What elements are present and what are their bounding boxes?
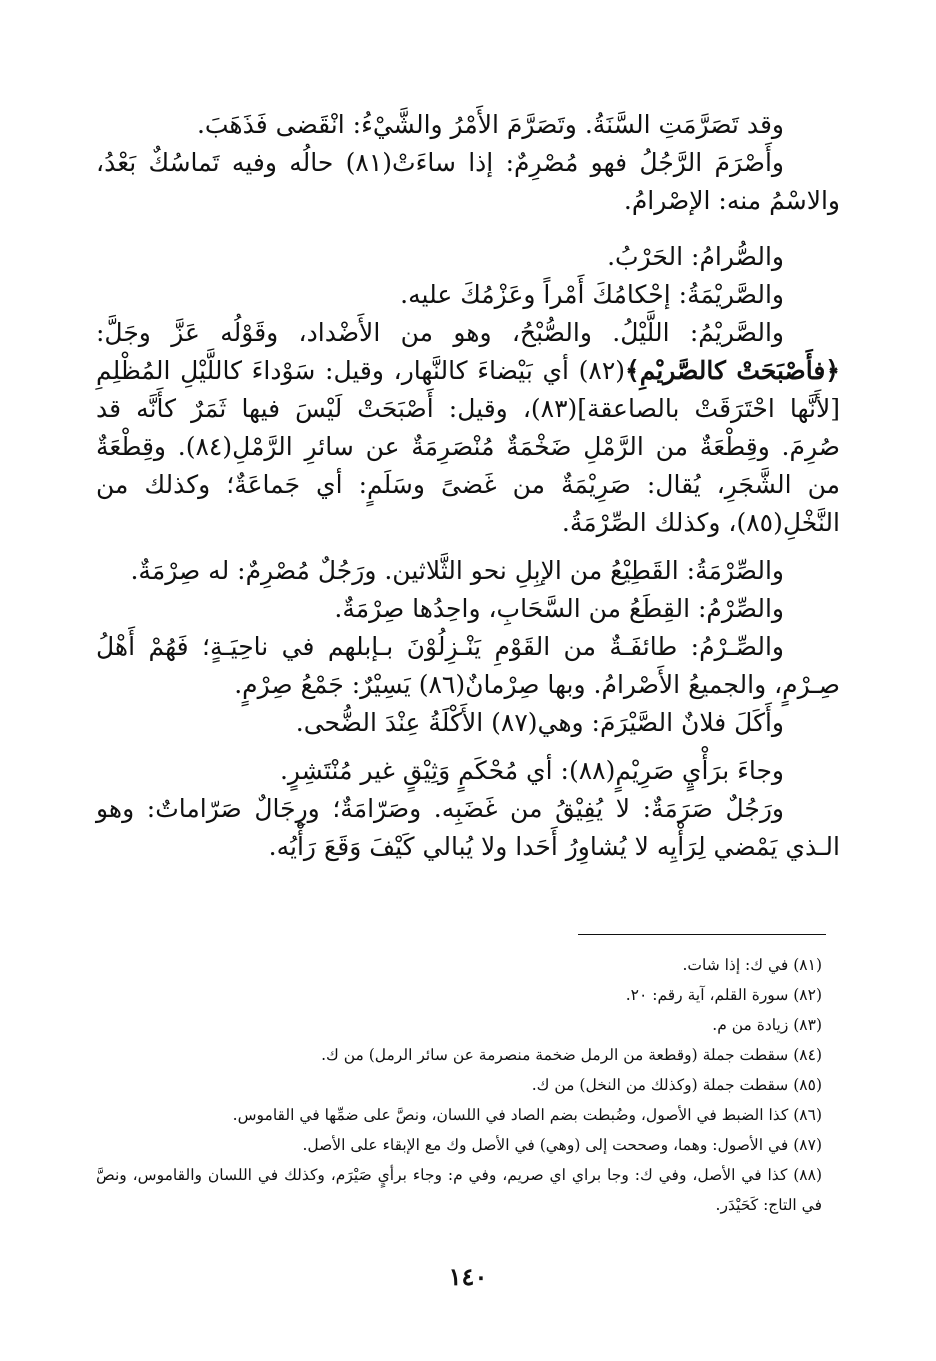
paragraph: والصِّرْمُ: القِطَعُ من السَّحَابِ، واحِدُها صِرْمَةٌ. xyxy=(334,594,784,623)
paragraph: وأَصْرَمَ الرَّجُلُ فهو مُصْرِمٌ: إذا ساءَتْ(٨١) حالُه وفيه تَماسُكٌ بَعْدُ، والاسْمُ منه: الإصْرامُ. xyxy=(96,148,840,215)
paragraph: والصَّريْمَةُ: إحْكامُكَ أَمْراً وعَزْمُكَ عليه. xyxy=(400,280,784,309)
paragraph: والصِّرْمَةُ: القَطِيْعُ من الإبِلِ نحو الثَّلاثين. ورَجُلٌ مُصْرِمٌ: له صِرْمَةٌ. xyxy=(130,556,784,585)
paragraph: والصُّرامُ: الحَرْبُ. xyxy=(607,242,784,271)
footnote: (٨٤) سقطت جملة (وقطعة من الرمل ضخمة منصرمة عن سائر الرمل) من ك. xyxy=(321,1046,822,1064)
footnote: (٨٥) سقطت جملة (وكذلك من النخل) من ك. xyxy=(531,1076,822,1094)
paragraph-text: والصَّريْمُ: اللَّيْلُ. والصُّبْحُ، وهو من الأَضْداد، وقَوْلُه عَزَّ وجَلَّ: xyxy=(96,318,784,347)
main-text xyxy=(96,106,840,866)
footnote-divider xyxy=(578,934,826,935)
footnote: (٨٧) في الأصول: وهما، وصححت إلى (وهي) في الأصل وك مع الإبقاء على الأصل. xyxy=(302,1136,822,1154)
paragraph: ورَجُلٌ صَرَمَةٌ: لا يُفِيْقُ من غَضَبِه. وصَرّامَةٌ؛ ورِجَالٌ صَرّاماتٌ: وهو الـذي يَمْضي لِرَأْيِه لا يُشاوِرُ أَحَدا ولا يُبالي كَيْفَ وَقَعَ رَأْيُه. xyxy=(96,794,840,861)
footnote: (٨٣) زيادة من م. xyxy=(712,1016,822,1034)
paragraph: وجاءَ برَأْيٍ صَرِيْمٍ(٨٨): أي مُحْكَمٍ وَثِيْقٍ غير مُنْتَشِرٍ. xyxy=(279,756,784,785)
footnote: (٨٢) سورة القلم، آية رقم: ٢٠. xyxy=(625,986,822,1004)
footnote: (٨١) في ك: إذا شات. xyxy=(682,956,822,974)
footnotes xyxy=(96,950,822,1220)
quran-quote: ﴿فأَصْبَحَتْ كالصَّريْمِ﴾ xyxy=(625,356,841,385)
paragraph: والصِّـرْمُ: طائفَـةٌ من القَوْمِ يَنْـزِلُوْنَ بـإبلهم في ناحِيَـةٍ؛ فَهُمْ أَهْلُ صِـرْمٍ، والجميعُ الأَصْرامُ. وبها صِرْمانٌ(٨٦) يَسِيْرٌ: جَمْعُ صِرْمٍ. xyxy=(96,632,840,699)
paragraph xyxy=(96,314,840,542)
paragraph: وأَكَلَ فلانٌ الصَّيْرَمَ: وهي(٨٧) الأَكْلَةُ عِنْدَ الضُّحى. xyxy=(295,708,784,737)
paragraph-text: (٨٢) أي بَيْضاءَ كالنَّهار، وقيل: سَوْداءَ كاللَّيْلِ المُظْلِمِ [لأَنَّها احْتَرَقَتْ بالصاعقة](٨٣)، وقيل: أَصْبَحَتْ لَيْسَ فيها ثَمَرٌ كأَنَّه قد صُرِمَ. وقِطْعَةٌ من الرَّمْلِ ضَخْمَةٌ مُنْصَرِمَةٌ عن سائرِ الرَّمْلِ(٨٤). وقِطْعَةٌ من الشَّجَرِ، يُقال: صَرِيْمَةٌ من غَضىً وسَلَمٍ: أي جَماعَةٌ؛ وكذلك من النَّخْلِ(٨٥)، وكذلك الصِّرْمَةُ. xyxy=(96,356,840,537)
footnote: (٨٦) كذا الضبط في الأصول، وضُبطت بضم الصاد في اللسان، ونصَّ على ضمِّها في القاموس. xyxy=(232,1106,822,1124)
footnote: (٨٨) كذا في الأصل، وفي ك: وجا براي اي صريم، وفي م: وجاء برأيٍ صَيْرَم، وكذلك في اللسان والقاموس، ونصَّ في التاج: كَحَيْدَر. xyxy=(96,1166,822,1214)
paragraph: وقد تَصَرَّمَتِ السَّنَةُ. وتَصَرَّمَ الأَمْرُ والشَّيْءُ: انْقَضى فَذَهَبَ. xyxy=(196,110,784,139)
page-number: ١٤٠ xyxy=(448,1262,488,1291)
